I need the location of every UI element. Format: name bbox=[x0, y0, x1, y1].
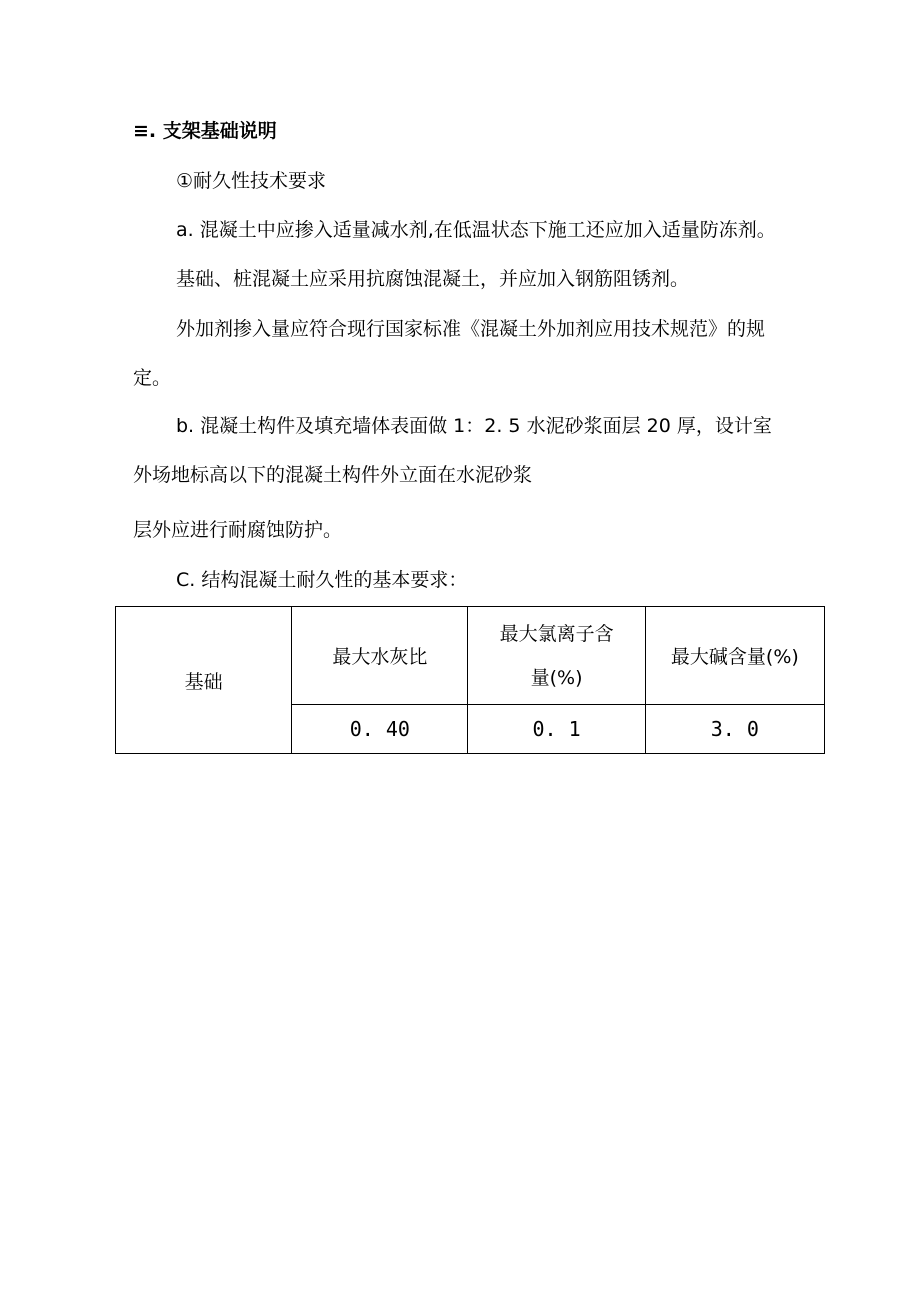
section-subheading: ①耐久性技术要求 bbox=[176, 170, 327, 192]
paragraph-b: b. 混凝土构件及填充墙体表面做 1：2. 5 水泥砂浆面层 20 厚，设计室 bbox=[176, 415, 772, 437]
header-max-alkali-content: 最大碱含量(%) bbox=[645, 607, 824, 705]
header-max-water-cement-ratio: 最大水灰比 bbox=[292, 607, 468, 705]
header-max-chloride-content bbox=[468, 607, 645, 705]
paragraph-b-cont2: 层外应进行耐腐蚀防护。 bbox=[133, 519, 343, 541]
row-header-foundation: 基础 bbox=[116, 607, 292, 754]
value-chloride-content: 0. 1 bbox=[468, 705, 645, 754]
paragraph-b-cont1: 外场地标高以下的混凝土构件外立面在水泥砂浆 bbox=[133, 464, 533, 486]
durability-table bbox=[115, 606, 825, 754]
paragraph-admixture: 外加剂掺入量应符合现行国家标准《混凝土外加剂应用技术规范》的规 bbox=[176, 318, 766, 340]
header-chloride-line2: 量(%) bbox=[530, 666, 583, 689]
paragraph-c: C. 结构混凝土耐久性的基本要求： bbox=[176, 569, 468, 591]
value-water-cement-ratio: 0. 40 bbox=[292, 705, 468, 754]
section-heading: ≡. 支架基础说明 bbox=[133, 120, 277, 142]
value-alkali-content: 3. 0 bbox=[645, 705, 824, 754]
paragraph-foundation: 基础、桩混凝土应采用抗腐蚀混凝土，并应加入钢筋阻锈剂。 bbox=[176, 268, 690, 290]
header-chloride-line1: 最大氯离子含 bbox=[499, 622, 614, 645]
table-header-row bbox=[116, 607, 825, 705]
paragraph-a: a. 混凝土中应掺入适量减水剂,在低温状态下施工还应加入适量防冻剂。 bbox=[176, 219, 776, 241]
paragraph-admixture-cont: 定。 bbox=[133, 367, 172, 389]
